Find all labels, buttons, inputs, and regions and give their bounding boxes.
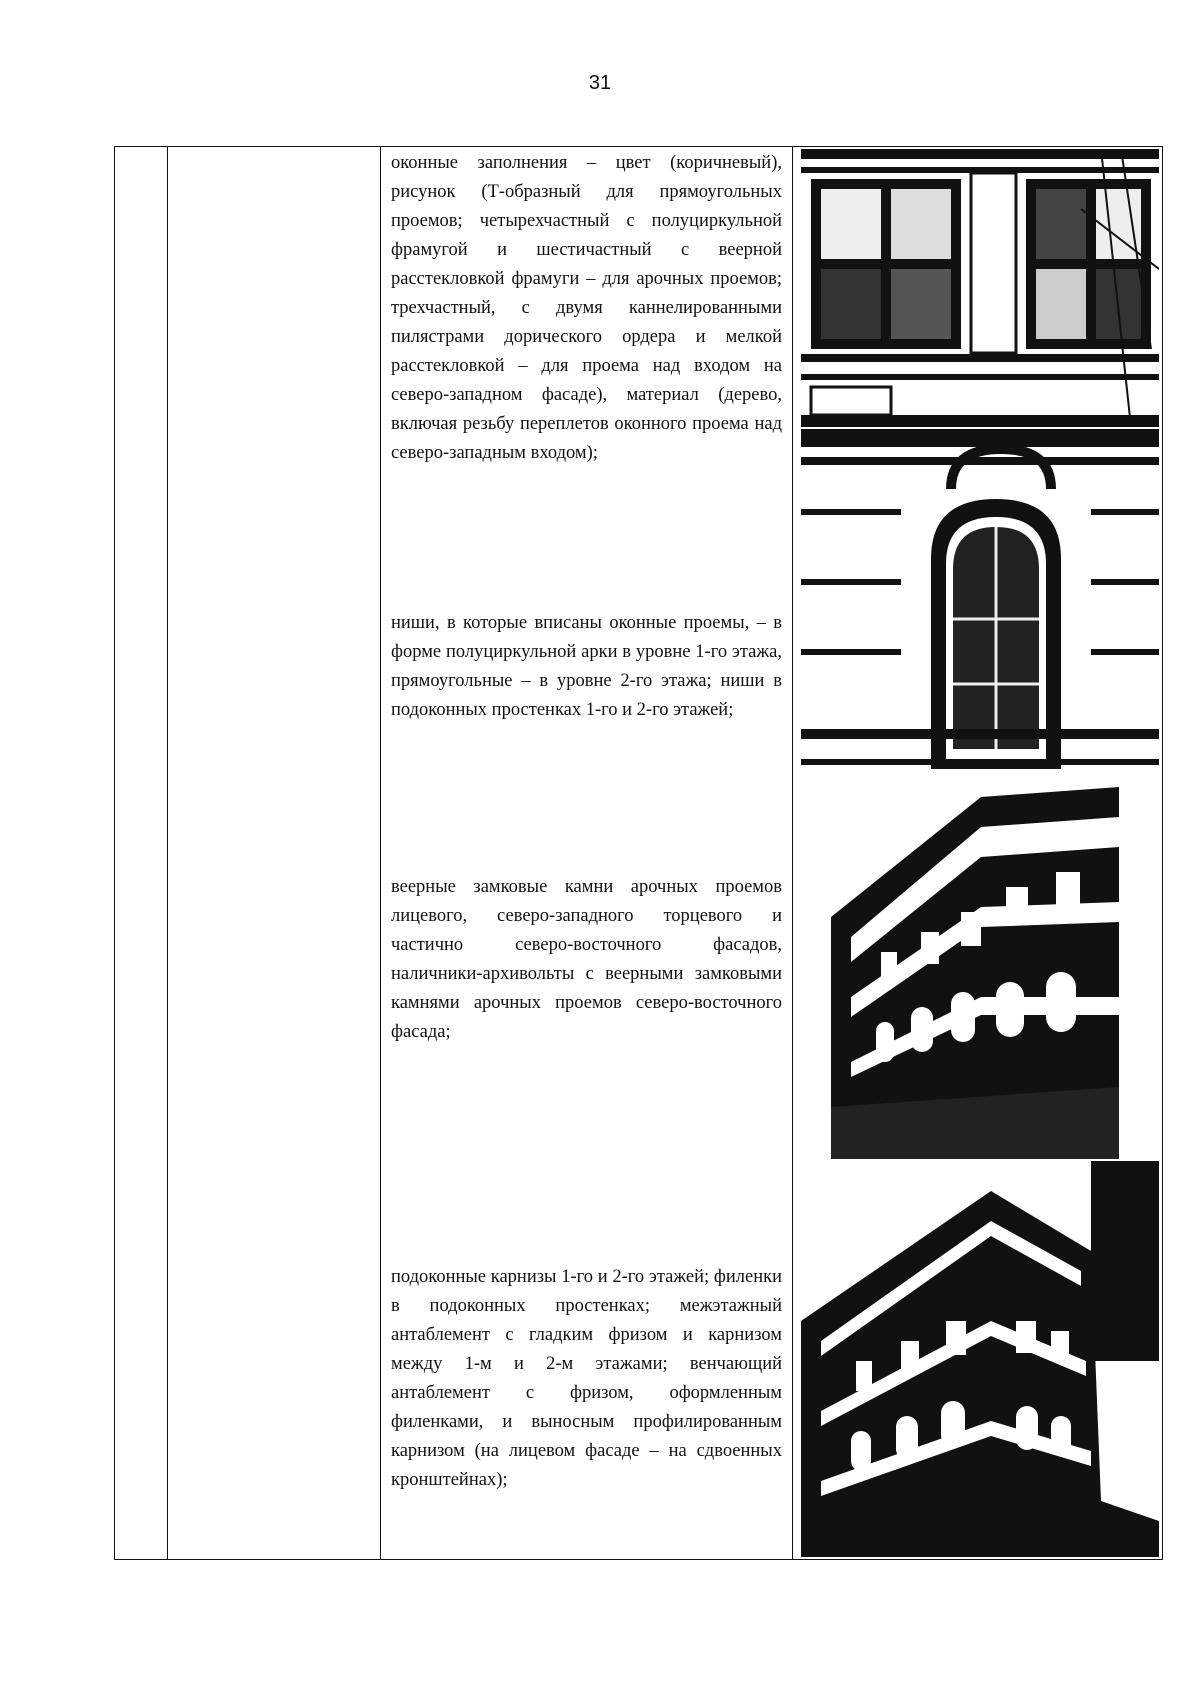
paragraph-cornices: подоконные карнизы 1-го и 2-го этажей; филенки в подоконных простенках; межэтажный антаблемент с гладким фризом и карнизом между 1-м и 2-м этажами; венчающий антаблемент с фризом, оформленным филенками, и выносным профилированным карнизом (на лицевом фасаде – на сдвоенных кронштейнах); — [391, 1267, 782, 1490]
building-facade-perspective-photo — [831, 787, 1119, 1159]
monument-description-table — [114, 146, 1163, 1560]
index-cell — [115, 147, 168, 1560]
page-number: 31 — [588, 72, 612, 94]
name-cell — [168, 147, 381, 1560]
table-row — [115, 147, 1163, 1560]
photo-cell — [793, 147, 1163, 1560]
paragraph-keystones: веерные замковые камни арочных проемов лицевого, северо-западного торцевого и частично северо-восточного фасадов, наличники-архивольты с веерными замковыми камнями арочных проемов северо-восточного фасада; — [391, 877, 782, 1042]
paragraph-window-fillings: оконные заполнения – цвет (коричневый), рисунок (Т-образный для прямоугольных проемов; четырехчастный с полуциркульной фрамугой и шестичастный с веерной расстекловкой фрамуги – для арочных проемов; трехчастный, с двумя каннелированными пилястрами дорического ордера и мелкой расстекловкой – для проема над входом на северо-западном фасаде), материал (дерево, включая резьбу переплетов оконного проема над северо-западным входом); — [391, 153, 782, 463]
description-cell — [381, 147, 793, 1560]
building-corner-photo — [801, 1161, 1159, 1557]
arched-window-photo — [801, 429, 1159, 784]
facade-window-upper-photo — [801, 149, 1159, 427]
paragraph-window-niches: ниши, в которые вписаны оконные проемы, – в форме полуциркульной арки в уровне 1-го этажа, прямоугольные – в уровне 2-го этажа; ниши в подоконных простенках 1-го и 2-го этажей; — [391, 613, 782, 720]
